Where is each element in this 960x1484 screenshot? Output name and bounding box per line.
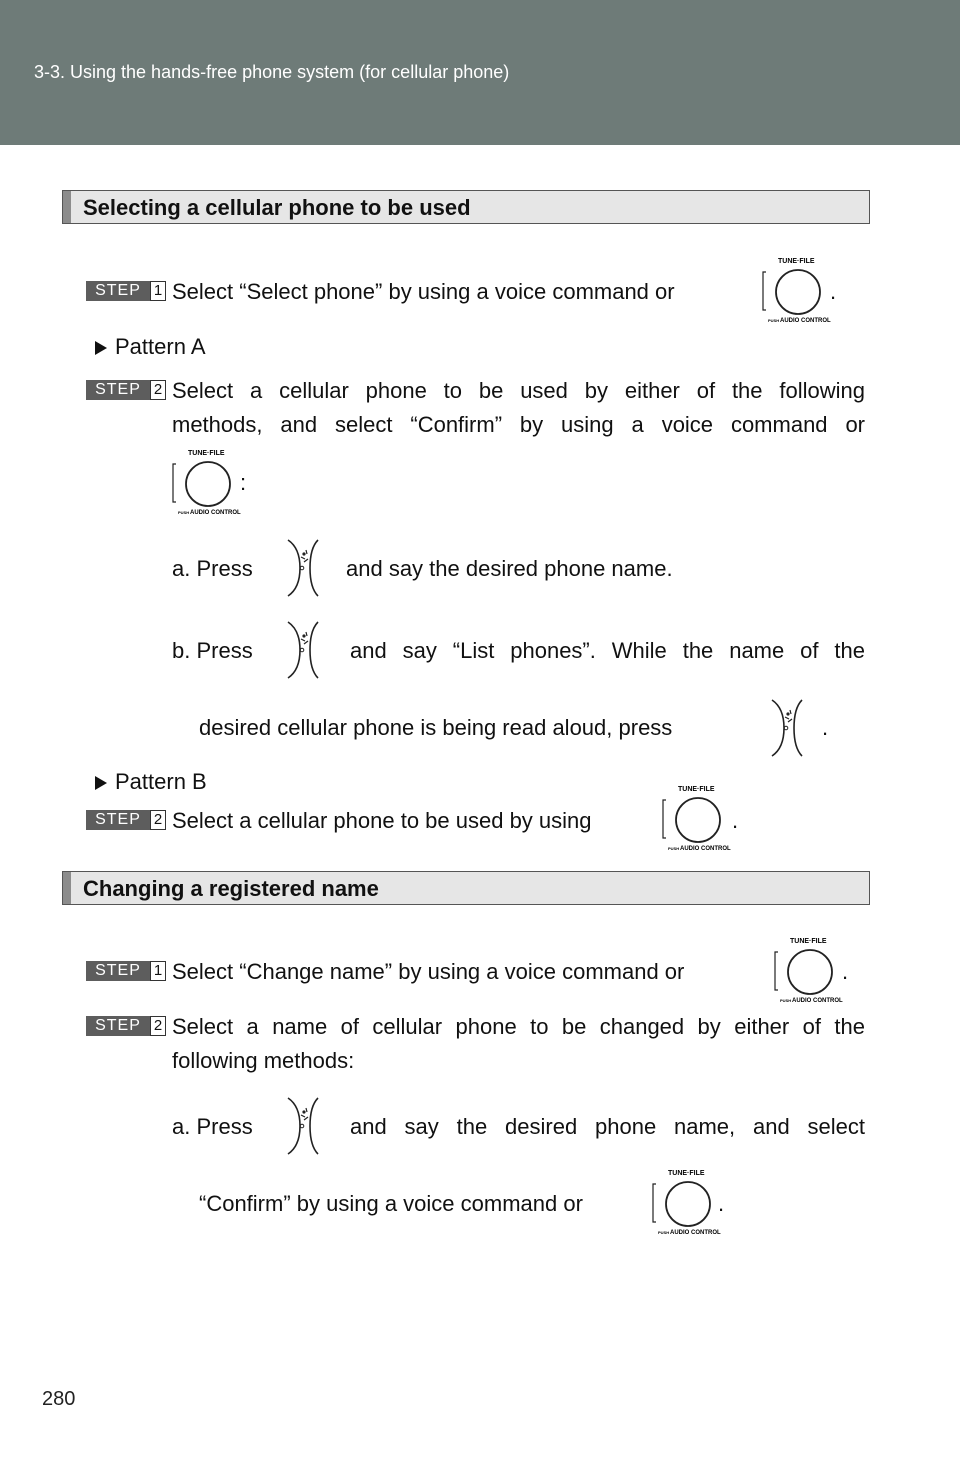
talk-switch-icon (284, 620, 322, 680)
step-number: 1 (150, 281, 166, 301)
option-text-line2: “Confirm” by using a voice command or (199, 1191, 583, 1216)
option-text: and say “List phones”. While the name of the (350, 638, 865, 663)
period: . (732, 808, 739, 833)
step-text-line1: Select a cellular phone to be used by either of the following (172, 378, 865, 403)
svg-text:PUSH: PUSH (178, 510, 190, 515)
svg-text:AUDIO CONTROL: AUDIO CONTROL (680, 846, 731, 852)
step-text: Select “Change name” by using a voice command or (172, 959, 685, 984)
step-label: STEP (86, 1016, 150, 1036)
step-label: STEP (86, 961, 150, 981)
svg-text:AUDIO CONTROL: AUDIO CONTROL (670, 1230, 721, 1236)
step-number: 1 (150, 961, 166, 981)
pattern-b-heading (95, 767, 207, 797)
option-prefix: a. Press (172, 556, 253, 581)
period: . (718, 1191, 725, 1216)
step-text: Select a cellular phone to be used by using (172, 808, 592, 833)
section-title: Changing a registered name (83, 876, 379, 901)
period: . (822, 715, 829, 740)
step-badge (86, 1016, 166, 1036)
step-text-line1: Select a name of cellular phone to be changed by either of the (172, 1014, 865, 1039)
talk-switch-icon (284, 538, 322, 598)
step-text: Select “Select phone” by using a voice command or (172, 279, 675, 304)
triangle-bullet-icon (95, 341, 107, 355)
svg-text:PUSH: PUSH (780, 998, 792, 1003)
option-text: and say the desired phone name, and select (350, 1114, 865, 1139)
step-number: 2 (150, 1016, 166, 1036)
step-text-line2: following methods: (172, 1048, 355, 1073)
step-text-line2: methods, and select “Confirm” by using a voice command or (172, 412, 865, 437)
triangle-bullet-icon (95, 776, 107, 790)
chapter-title: 3-3. Using the hands-free phone system (for cellular phone) (34, 62, 510, 82)
option-text: and say the desired phone name. (346, 556, 673, 581)
colon: : (240, 470, 247, 495)
svg-text:TUNE·FILE: TUNE·FILE (678, 786, 715, 793)
option-prefix: a. Press (172, 1114, 253, 1139)
tune-file-knob-icon (648, 1166, 724, 1244)
tune-file-knob-icon (770, 934, 849, 1012)
step-badge (86, 961, 166, 981)
tune-file-knob-icon (658, 782, 734, 860)
option-prefix: b. Press (172, 638, 253, 663)
step-label: STEP (86, 380, 150, 400)
svg-text:PUSH: PUSH (668, 846, 680, 851)
svg-text:TUNE·FILE: TUNE·FILE (188, 450, 225, 457)
pattern-label: Pattern A (115, 334, 206, 359)
step-badge (86, 281, 166, 301)
talk-switch-icon (284, 1096, 322, 1156)
tune-file-knob-icon (168, 446, 247, 524)
step-number: 2 (150, 380, 166, 400)
svg-text:AUDIO CONTROL: AUDIO CONTROL (792, 998, 843, 1004)
svg-text:TUNE·FILE: TUNE·FILE (778, 258, 815, 265)
svg-text:TUNE·FILE: TUNE·FILE (668, 1170, 705, 1177)
svg-text:TUNE·FILE: TUNE·FILE (790, 938, 827, 945)
period: . (830, 279, 837, 304)
pattern-label: Pattern B (115, 769, 207, 794)
step-number: 2 (150, 810, 166, 830)
option-text-line2: desired cellular phone is being read aloud, press (199, 715, 673, 740)
section-heading-changing-name (62, 871, 870, 905)
period: . (842, 959, 849, 984)
talk-switch-icon (768, 698, 806, 758)
svg-text:PUSH: PUSH (768, 318, 780, 323)
step-badge (86, 380, 166, 400)
tune-file-knob-icon (758, 254, 837, 332)
svg-text:AUDIO CONTROL: AUDIO CONTROL (780, 318, 831, 324)
svg-text:AUDIO CONTROL: AUDIO CONTROL (190, 510, 241, 516)
chapter-header (0, 0, 960, 145)
step-label: STEP (86, 810, 150, 830)
svg-text:PUSH: PUSH (658, 1230, 670, 1235)
step-label: STEP (86, 281, 150, 301)
step-badge (86, 810, 166, 830)
section-heading-selecting-phone (62, 190, 870, 224)
section-title: Selecting a cellular phone to be used (83, 195, 471, 220)
page-number: 280 (42, 1388, 76, 1410)
pattern-a-heading (95, 332, 206, 362)
